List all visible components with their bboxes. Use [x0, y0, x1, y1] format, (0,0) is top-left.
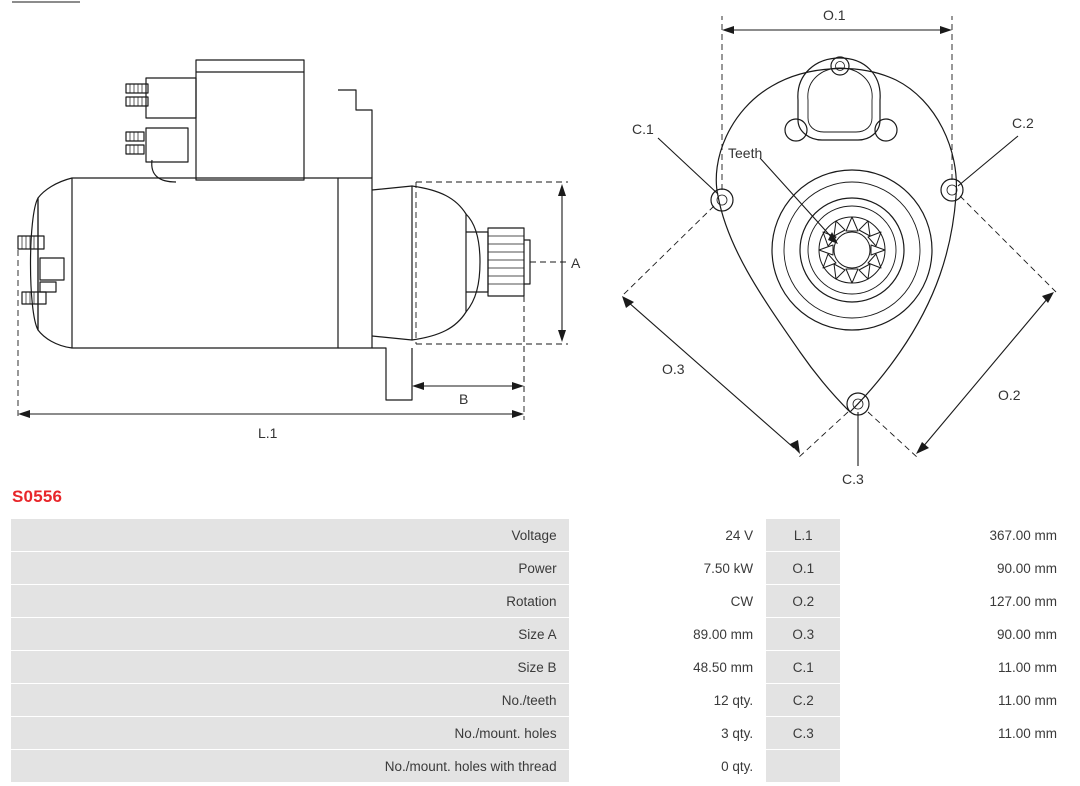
- spec-value: 48.50 mm: [569, 651, 766, 684]
- dim-key: O.2: [766, 585, 841, 618]
- dim-key: C.3: [766, 717, 841, 750]
- starter-side-view: [0, 0, 600, 470]
- dim-value: 367.00 mm: [841, 519, 1070, 552]
- dim-label-l1: L.1: [258, 425, 278, 441]
- spec-label: Size A: [11, 618, 570, 651]
- spec-value: 3 qty.: [569, 717, 766, 750]
- dim-value: 90.00 mm: [841, 552, 1070, 585]
- dim-label-c3: C.3: [842, 471, 864, 487]
- dim-value: 11.00 mm: [841, 651, 1070, 684]
- dim-value-empty: [841, 750, 1070, 783]
- pinion-teeth: [819, 217, 885, 283]
- dim-value: 11.00 mm: [841, 684, 1070, 717]
- spec-value: CW: [569, 585, 766, 618]
- spec-label: Voltage: [11, 519, 570, 552]
- table-row: [11, 519, 1070, 552]
- dim-label-a: A: [571, 255, 581, 271]
- dim-key-empty: [766, 750, 841, 783]
- specifications-table: [10, 518, 1070, 783]
- spec-value: 7.50 kW: [569, 552, 766, 585]
- dim-key: C.2: [766, 684, 841, 717]
- spec-value: 89.00 mm: [569, 618, 766, 651]
- table-row: [11, 750, 1070, 783]
- dim-label-c1: C.1: [632, 121, 654, 137]
- dim-label-b: B: [459, 391, 469, 407]
- spec-value: 12 qty.: [569, 684, 766, 717]
- spec-label: Size B: [11, 651, 570, 684]
- dim-value: 90.00 mm: [841, 618, 1070, 651]
- dim-label-o2: O.2: [998, 387, 1021, 403]
- dim-value: 127.00 mm: [841, 585, 1070, 618]
- spec-value: 24 V: [569, 519, 766, 552]
- dim-label-c2: C.2: [1012, 115, 1034, 131]
- dim-label-o3: O.3: [662, 361, 685, 377]
- table-row: [11, 717, 1070, 750]
- dim-label-teeth: Teeth: [728, 145, 763, 161]
- starter-front-view: [600, 0, 1080, 487]
- dim-label-o1: O.1: [823, 7, 846, 23]
- dim-key: O.3: [766, 618, 841, 651]
- table-row: [11, 651, 1070, 684]
- dim-key: L.1: [766, 519, 841, 552]
- dim-key: O.1: [766, 552, 841, 585]
- mount-hole-c1: [711, 189, 733, 211]
- mount-hole-c2: [941, 179, 963, 201]
- spec-value: 0 qty.: [569, 750, 766, 783]
- spec-label: Rotation: [11, 585, 570, 618]
- spec-label: Power: [11, 552, 570, 585]
- table-row: [11, 585, 1070, 618]
- spec-label: No./mount. holes with thread: [11, 750, 570, 783]
- spec-label: No./mount. holes: [11, 717, 570, 750]
- table-row: [11, 618, 1070, 651]
- table-row: [11, 684, 1070, 717]
- spec-label: No./teeth: [11, 684, 570, 717]
- dim-key: C.1: [766, 651, 841, 684]
- part-code: S0556: [12, 487, 63, 506]
- dim-value: 11.00 mm: [841, 717, 1070, 750]
- table-row: [11, 552, 1070, 585]
